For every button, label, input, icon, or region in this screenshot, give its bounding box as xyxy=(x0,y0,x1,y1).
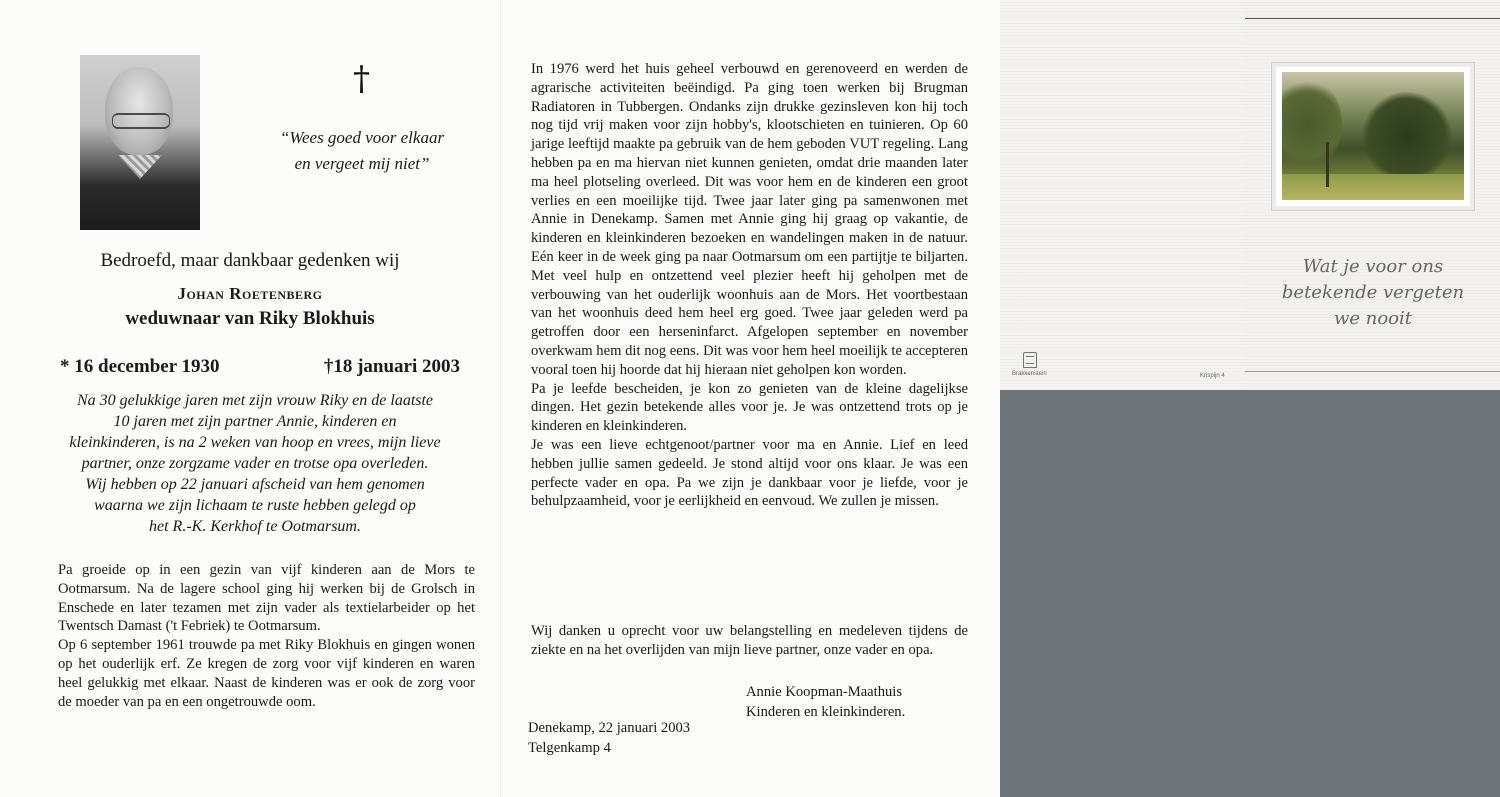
paragraph: In 1976 werd het huis geheel verbouwd en gerenoveerd en werden de agrarische activiteiten beëindigd. Pa ging toen werken bij Brugman Radiatoren in Tubbergen. Ondanks zijn drukke gezinsleven kon hij toch nog tijd vrij maken voor zijn hobby's, klootschieten en tuinieren. Op 60 jarige leeftijd maakte pa gebruik van de hem geboden VUT regeling. Lang hebben pa en ma hiervan niet kunnen genieten, omdat drie maanden later ma heel plotseling overleed. Dit was voor hem en de kinderen een groot verlies en een moeilijke tijd. Twee jaar later ging pa samenwonen met Annie in Denekamp. Samen met Annie ging hij graag op vakantie, de kinderen en kleinkinderen bezoeken en wandelingen maken in de natuur. Eén keer in de week ging pa naar Ootmarsum om een partijtje te biljarten. Met veel hulp en ontzettend veel plezier heeft hij geholpen met de verbouwing van het ouderlijk woonhuis aan de Mors. Het voortbestaan van het woonhuis deed hem heel erg goed. Twee jaar geleden werd pa getroffen door een herseninfarct. Afgelopen september en november overkwam hem dit nog eens. Dit was voor hem heel moeilijk te accepteren vooral toen hij hoorde dat hij hieraan niet geholpen kon worden. xyxy=(531,61,968,378)
divider xyxy=(1245,18,1500,19)
grateful-line: Bedroefd, maar dankbaar gedenken wij xyxy=(100,250,400,271)
signature xyxy=(746,682,905,722)
cross-icon: † xyxy=(353,59,370,99)
card-code: Krispijn 4 xyxy=(1200,373,1225,379)
paragraph: Pa je leefde bescheiden, je kon zo genieten van de kleine dagelijkse dingen. Het gezin betekende alles voor je. Je was ontzettend trots op je kinderen en kleinkinderen. xyxy=(531,380,968,435)
quote xyxy=(262,125,462,177)
announcement-line: 10 jaren met zijn partner Annie, kinderen en xyxy=(113,413,397,430)
announcement-line: het R.-K. Kerkhof te Ootmarsum. xyxy=(149,518,361,535)
announcement-line: Na 30 gelukkige jaren met zijn vrouw Riky en de laatste xyxy=(76,392,434,409)
background xyxy=(1000,390,1500,797)
signature-line: Annie Koopman-Maathuis xyxy=(746,684,903,700)
verse-line: Wat je voor ons xyxy=(1302,256,1444,277)
announcement-line: kleinkinderen, is na 2 weken van hoop en vrees, mijn lieve xyxy=(69,434,441,451)
thanks-text: Wij danken u oprecht voor uw belangstelling en medeleven tijdens de ziekte en na het overlijden van mijn lieve partner, onze vader en opa. xyxy=(531,623,968,658)
left-page xyxy=(0,0,500,797)
biography-middle xyxy=(531,60,968,511)
deceased-name: Johan Roetenberg xyxy=(177,284,323,303)
announcement-line: waarna we zijn lichaam te ruste hebben gelegd op xyxy=(94,497,416,514)
announcement-line: Wij hebben op 22 januari afscheid van hem genomen xyxy=(85,476,425,493)
widower-line: weduwnaar van Riky Blokhuis xyxy=(125,308,375,329)
paragraph: Op 6 september 1961 trouwde pa met Riky Blokhuis en gingen wonen op het ouderlijk erf. Ze kregen de zorg voor vijf kinderen en waren heel gelukkig met elkaar. Naast de kinderen was er ook de zorg voor de moeder van pa en een ongetrouwde oom. xyxy=(58,637,475,710)
death-date: †18 januari 2003 xyxy=(323,356,460,377)
landscape-image xyxy=(1282,72,1464,200)
divider xyxy=(1245,371,1500,372)
paragraph: Pa groeide op in een gezin van vijf kinderen aan de Mors te Ootmarsum. Na de lagere school ging hij werken bij de Grolsch in Enschede en later tezamen met zijn vader als textielarbeider op het Twentsch Damast ('t Febriek) te Ootmarsum. xyxy=(58,562,475,635)
verse-line: betekende vergeten xyxy=(1281,282,1465,303)
announcement-text xyxy=(55,390,455,537)
paragraph: Je was een lieve echtgenoot/partner voor ma en Annie. Lief en leed hebben jullie samen gedeeld. Je stond altijd voor ons klaar. Je was een perfecte vader en opa. Pa we zijn je dankbaar voor je liefde, voor je behulpzaamheid, voor je eerlijkheid en eenvoud. We zullen je missen. xyxy=(531,436,968,510)
quote-line: “Wees goed voor elkaar xyxy=(279,128,445,147)
birth-date: * 16 december 1930 xyxy=(60,356,220,377)
biography-left xyxy=(58,561,475,711)
brand-logo-icon xyxy=(1023,352,1037,368)
card-back xyxy=(1000,0,1245,390)
announcement-line: partner, onze zorgzame vader en trotse opa overleden. xyxy=(81,455,429,472)
brand-name: Brakkenstein xyxy=(1012,371,1047,377)
quote-line: en vergeet mij niet” xyxy=(294,154,430,173)
signature-line: Kinderen en kleinkinderen. xyxy=(746,704,906,720)
place-date xyxy=(528,718,690,758)
card-verse xyxy=(1268,254,1478,332)
place-date-line: Denekamp, 22 januari 2003 xyxy=(528,720,691,736)
place-date-line: Telgenkamp 4 xyxy=(528,740,611,756)
portrait-photo xyxy=(80,55,200,230)
verse-line: we nooit xyxy=(1333,308,1413,329)
